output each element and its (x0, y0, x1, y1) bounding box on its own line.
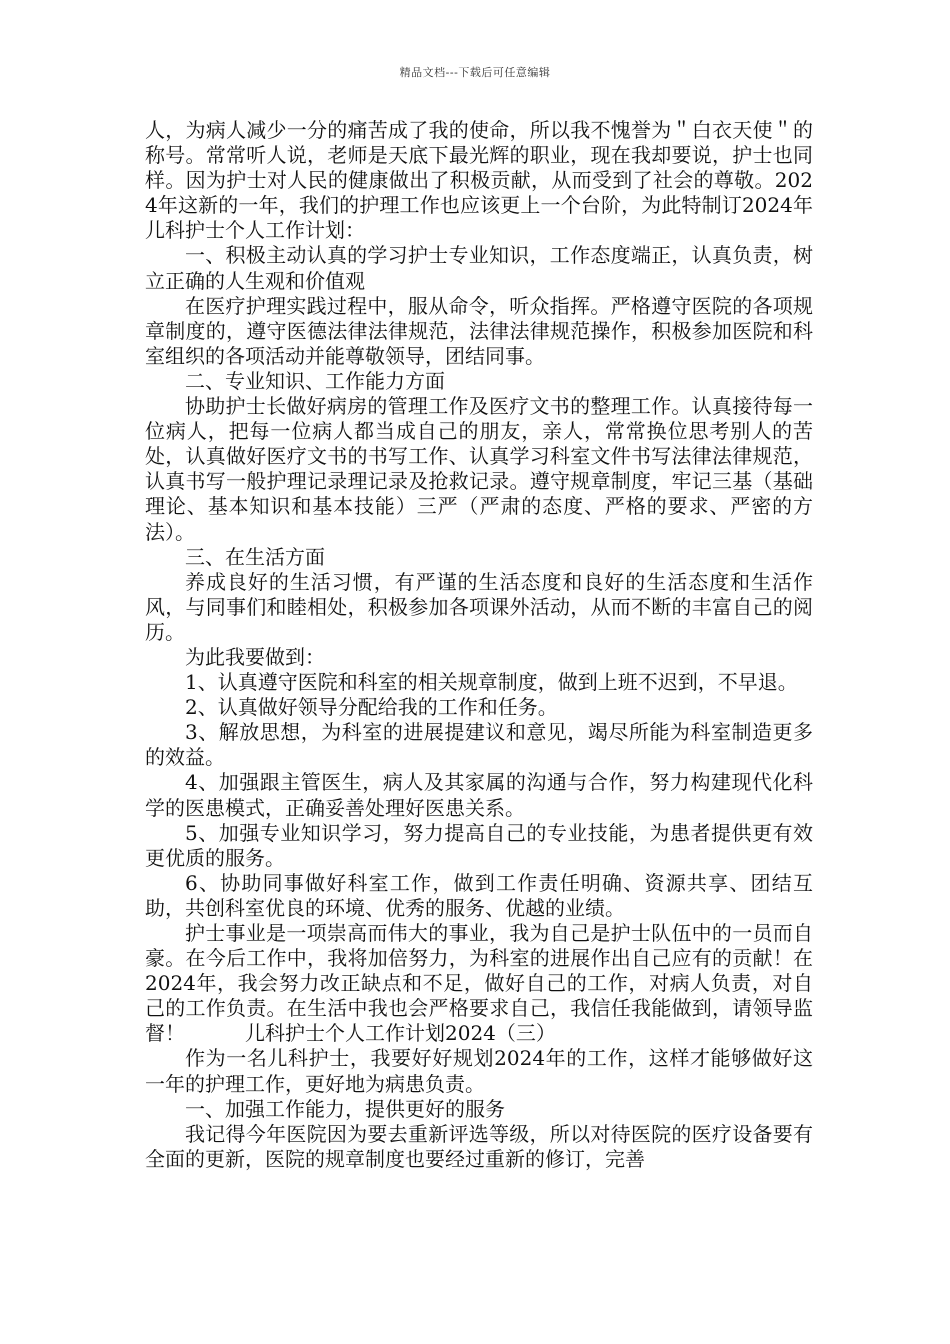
section-heading-17: 一、加强工作能力，提供更好的服务 (185, 1096, 505, 1121)
list-item-1: 1、认真遵守医院和科室的相关规章制度，做到上班不迟到，不早退。 (185, 670, 798, 695)
page-header: 精品文档---下载后可任意编辑 (399, 66, 551, 79)
paragraph-2: 一、积极主动认真的学习护士专业知识，工作态度端正，认真负责，树立正确的人生观和价值观 (145, 243, 813, 293)
paragraph-5: 协助护士长做好病房的管理工作及医疗文书的整理工作。认真接待每一位病人，把每一位病人都当成自己的朋友，亲人，常常换位思考别人的苦处，认真做好医疗文书的书写工作、认真学习科室文件书写法律法律规范，认真书写一般护理记录理记录及抢救记录。遵守规章制度，牢记三基（基础理论、基本知识和基本技能）三严（严肃的态度、严格的要求、严密的方法）。 (145, 394, 813, 544)
section-heading-3: 三、在生活方面 (185, 544, 325, 569)
list-item-6: 6、协助同事做好科室工作，做到工作责任明确、资源共享、团结互助，共创科室优良的环境、优秀的服务、优越的业绩。 (145, 870, 813, 920)
paragraph-7: 养成良好的生活习惯，有严谨的生活态度和良好的生活态度和生活作风，与同事们和睦相处，积极参加各项课外活动，从而不断的丰富自己的阅历。 (145, 569, 813, 644)
section-heading-2: 二、专业知识、工作能力方面 (185, 368, 445, 393)
paragraph-15: 护士事业是一项崇高而伟大的事业，我为自己是护士队伍中的一员而自豪。在今后工作中，我将加倍努力，为科室的进展作出自己应有的贡献！在2024年，我会努力改正缺点和不足，做好自己的工作，对病人负责，对自己的工作负责。在生活中我也会严格要求自己，我信任我能做到，请领导监督！ 儿科护士个人工作计划2024（三） (145, 921, 813, 1046)
paragraph-1: 人，为病人减少一分的痛苦成了我的使命，所以我不愧誉为＂白衣天使＂的称号。常常听人说，老师是天底下最光辉的职业，现在我却要说，护士也同样。因为护士对人民的健康做出了积极贡献，从而受到了社会的尊敬。2024年这新的一年，我们的护理工作也应该更上一个台阶，为此特制订2024年儿科护士个人工作计划： (145, 118, 813, 243)
list-item-5: 5、加强专业知识学习，努力提高自己的专业技能，为患者提供更有效更优质的服务。 (145, 820, 813, 870)
paragraph-18: 我记得今年医院因为要去重新评选等级，所以对待医院的医疗设备要有全面的更新，医院的规章制度也要经过重新的修订，完善 (145, 1121, 813, 1171)
list-item-4: 4、加强跟主管医生，病人及其家属的沟通与合作，努力构建现代化科学的医患模式，正确妥善处理好医患关系。 (145, 770, 813, 820)
list-item-2: 2、认真做好领导分配给我的工作和任务。 (185, 695, 558, 720)
list-item-3: 3、解放思想，为科室的进展提建议和意见，竭尽所能为科室制造更多的效益。 (145, 720, 813, 770)
paragraph-16: 作为一名儿科护士，我要好好规划2024年的工作，这样才能够做好这一年的护理工作，更好地为病患负责。 (145, 1046, 813, 1096)
document-body (145, 118, 813, 1172)
paragraph-3: 在医疗护理实践过程中，服从命令，听众指挥。严格遵守医院的各项规章制度的，遵守医德法律法律规范，法律法律规范操作，积极参加医院和科室组织的各项活动并能尊敬领导，团结同事。 (145, 293, 813, 368)
paragraph-8: 为此我要做到： (185, 644, 325, 669)
